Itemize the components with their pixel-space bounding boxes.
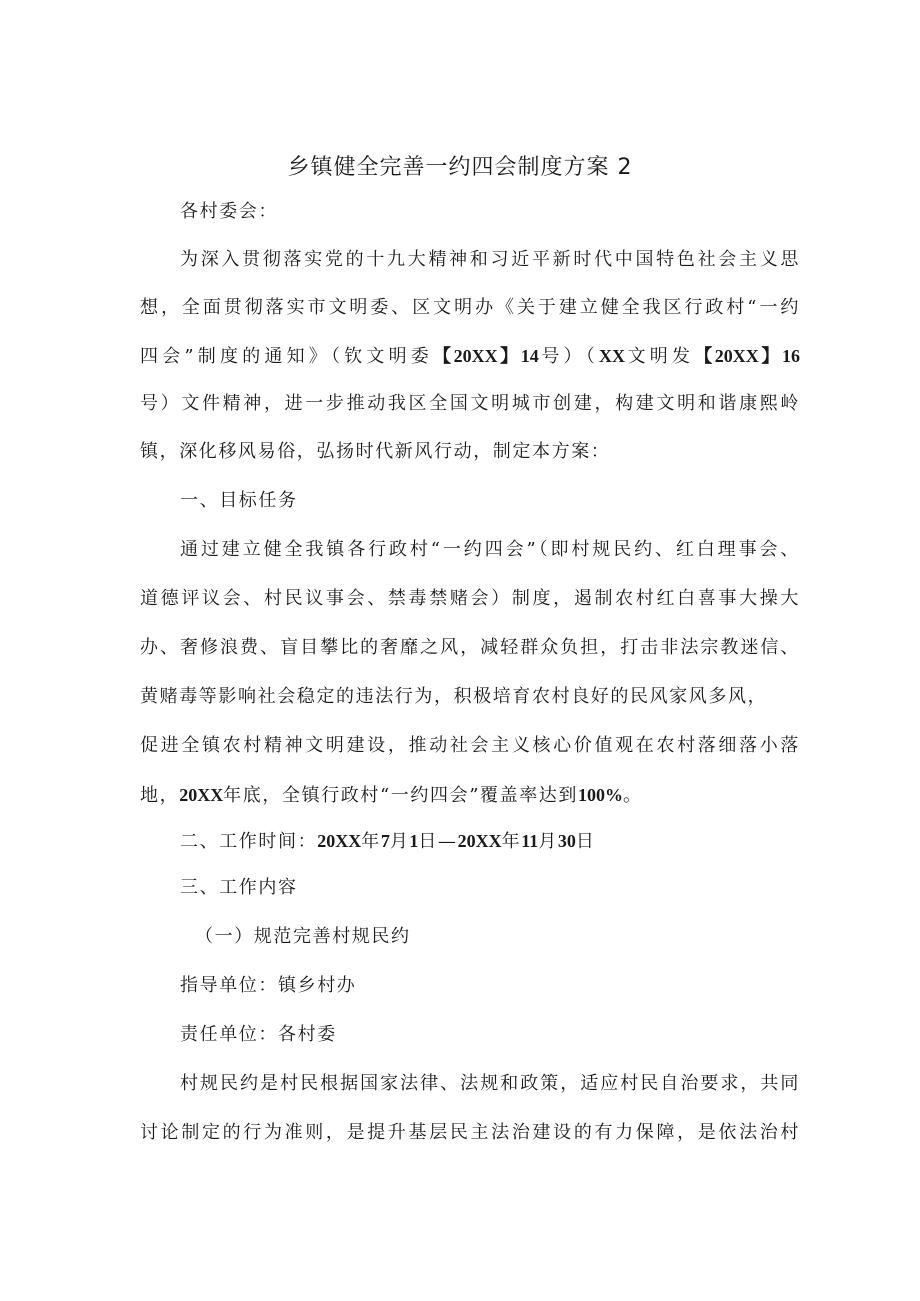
section-2-prefix: 二、工作时间： bbox=[180, 831, 318, 852]
section-1-heading: 一、目标任务 bbox=[180, 490, 298, 511]
intro-line-3-doc-year-b: 【20XX】 bbox=[694, 346, 782, 366]
document-title: 乡镇健全完善一约四会制度方案 2 bbox=[287, 155, 633, 180]
intro-line-5: 镇，深化移风易俗，弘扬时代新风行动，制定本方案： bbox=[140, 441, 611, 462]
guide-unit: 指导单位：镇乡村办 bbox=[180, 975, 357, 996]
section-2-text-6: 日 bbox=[575, 831, 596, 852]
section-2-text-3: 日— bbox=[418, 831, 458, 852]
section-1-line-1: 通过建立健全我镇各行政村“一约四会”（即村规民约、红白理事会、 bbox=[180, 539, 800, 560]
subsection-1-heading: （一）规范完善村规民约 bbox=[195, 926, 411, 947]
section-1-line-3: 办、奢修浪费、盲目攀比的奢靡之风，减轻群众负担，打击非法宗教迷信、 bbox=[140, 637, 800, 658]
section-1-year: 20XX bbox=[179, 785, 224, 805]
section-2-end-month: 11 bbox=[521, 831, 539, 851]
section-2-start-month: 7 bbox=[380, 831, 390, 851]
intro-line-3-doc-num-a: 14 bbox=[520, 346, 539, 366]
section-3-heading: 三、工作内容 bbox=[180, 877, 298, 898]
section-2-end-year: 20XX bbox=[457, 831, 502, 851]
section-2-work-time bbox=[180, 826, 800, 857]
intro-line-3-xx: XX bbox=[598, 346, 625, 366]
section-1-line-6-text-e: 。 bbox=[623, 785, 643, 806]
section-2-text-5: 月 bbox=[538, 831, 558, 852]
section-3-line-2: 讨论制定的行为准则，是提升基层民主法治建设的有力保障，是依法治村 bbox=[140, 1122, 800, 1143]
section-1-line-6 bbox=[140, 780, 800, 811]
section-1-line-4: 黄赌毒等影响社会稳定的违法行为，积极培育农村良好的民风家风多风， bbox=[140, 686, 768, 707]
intro-line-3-text-d: 号）（ bbox=[538, 346, 599, 367]
intro-line-1: 为深入贯彻落实党的十九大精神和习近平新时代中国特色社会主义思 bbox=[180, 249, 800, 270]
intro-line-3 bbox=[140, 341, 800, 372]
section-1-line-6-text-a: 地， bbox=[140, 785, 180, 806]
responsible-unit: 责任单位：各村委 bbox=[180, 1024, 337, 1045]
section-3-line-1: 村规民约是村民根据国家法律、法规和政策，适应村民自治要求，共同 bbox=[180, 1073, 800, 1094]
intro-line-3-text-f: 文明发 bbox=[624, 346, 695, 367]
section-2-end-day: 30 bbox=[557, 831, 576, 851]
intro-line-3-text-a: 四会”制度的通知》（钦文明委 bbox=[140, 346, 433, 367]
section-2-text-1: 年 bbox=[361, 831, 381, 852]
intro-line-2: 想，全面贯彻落实市文明委、区文明办《关于建立健全我区行政村“一约 bbox=[140, 297, 800, 318]
section-1-line-6-text-c: 年底，全镇行政村“一约四会”覆盖率达到 bbox=[223, 785, 579, 806]
section-2-start-year: 20XX bbox=[317, 831, 362, 851]
intro-line-4: 号）文件精神，进一步推动我区全国文明城市创建，构建文明和谐康熙岭 bbox=[140, 393, 800, 414]
intro-line-3-doc-year-a: 【20XX】 bbox=[432, 346, 521, 366]
salutation: 各村委会： bbox=[180, 201, 278, 222]
section-1-line-5: 促进全镇农村精神文明建设，推动社会主义核心价值观在农村落细落小落 bbox=[140, 735, 800, 756]
intro-line-3-doc-num-b: 16 bbox=[781, 346, 800, 366]
section-2-text-2: 月 bbox=[389, 831, 410, 852]
section-1-line-2: 道德评议会、村民议事会、禁毒禁赌会）制度，遏制农村红白喜事大操大 bbox=[140, 588, 800, 609]
section-2-text-4: 年 bbox=[501, 831, 522, 852]
section-2-start-day: 1 bbox=[409, 831, 419, 851]
section-1-coverage-rate: 100% bbox=[578, 785, 624, 805]
